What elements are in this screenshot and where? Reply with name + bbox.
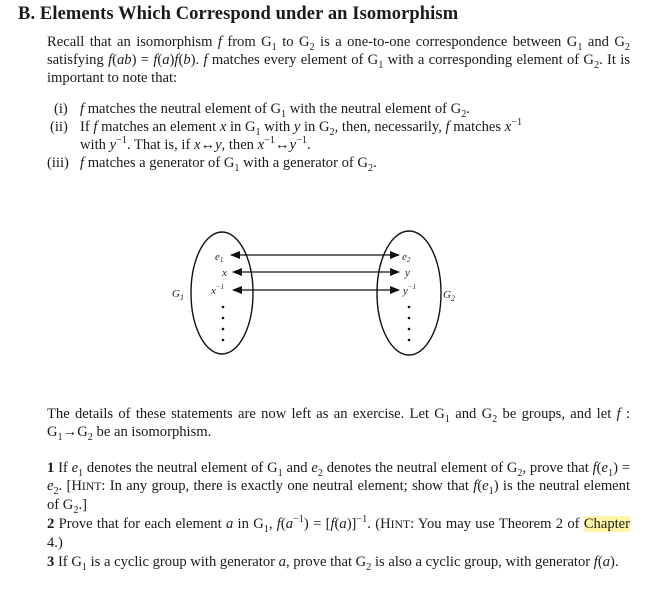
right-set-label: $G_2$: [443, 289, 455, 303]
element-x-inverse: $x^{-1}$: [211, 283, 225, 297]
left-set-label: $G_1$: [172, 288, 184, 302]
list-item: (iii) f matches a generator of $G_1$ with a generator of $G_2$.: [47, 155, 377, 174]
element-e2: e2: [402, 251, 411, 264]
element-y-inverse: $y^{-1}$: [403, 283, 417, 297]
element-x: x: [222, 267, 227, 279]
element-e1: e1: [215, 251, 224, 264]
left-ellipsis-dots: [222, 306, 225, 342]
list-item: (i) f matches the neutral element of $G_1$ with the neutral element of $G_2$.: [54, 101, 470, 120]
section-heading: B. Elements Which Correspond under an Isomorphism: [18, 4, 459, 24]
right-ellipsis-dots: [408, 306, 411, 342]
exercise-2: 2 Prove that for each element a in $G_1$, $f(a^{-1}) = [f(a)]^{-1}$. (HINT: You may use Theorem 2 of Chapter 4.): [47, 514, 631, 551]
exercise-1: 1 If $e_1$ denotes the neutral element of $G_1$ and $e_2$ denotes the neutral element of $G_2$, prove that $f(e_1) = e_2$. [HINT: In any group, there is exactly one neutral element; show that $f(e_1)$ is the neutral element of $G_2$.]: [47, 460, 630, 516]
intro-paragraph: Recall that an isomorphism f from $G_1$ to $G_2$ is a one-to-one correspondence between $G_1$ and $G_2$ satisfying f(ab) = f(a)f(b). f matches every element of $G_1$ with a corresponding element of $G_2$. It is important to note that:: [47, 34, 630, 86]
highlighted-word: Chapter: [583, 516, 631, 532]
details-paragraph: The details of these statements are now left as an exercise. Let $G_1$ and $G_2$ be groups, and let f : $G_1\to G_2$ be an isomorphism.: [47, 406, 630, 443]
element-y: y: [405, 267, 410, 279]
list-item: (ii) If f matches an element x in $G_1$ with y in $G_2$, then, necessarily, f matches $x^{-1}$ with $y^{-1}$. That is, if x↔y, then $x^{-1}\leftrightarrow y^{-1}$.: [50, 117, 523, 153]
left-set-ellipse: [191, 232, 253, 354]
exercise-3: 3 If $G_1$ is a cyclic group with generator a, prove that $G_2$ is also a cyclic group, with generator f(a).: [47, 554, 619, 573]
right-set-ellipse: [377, 231, 441, 355]
